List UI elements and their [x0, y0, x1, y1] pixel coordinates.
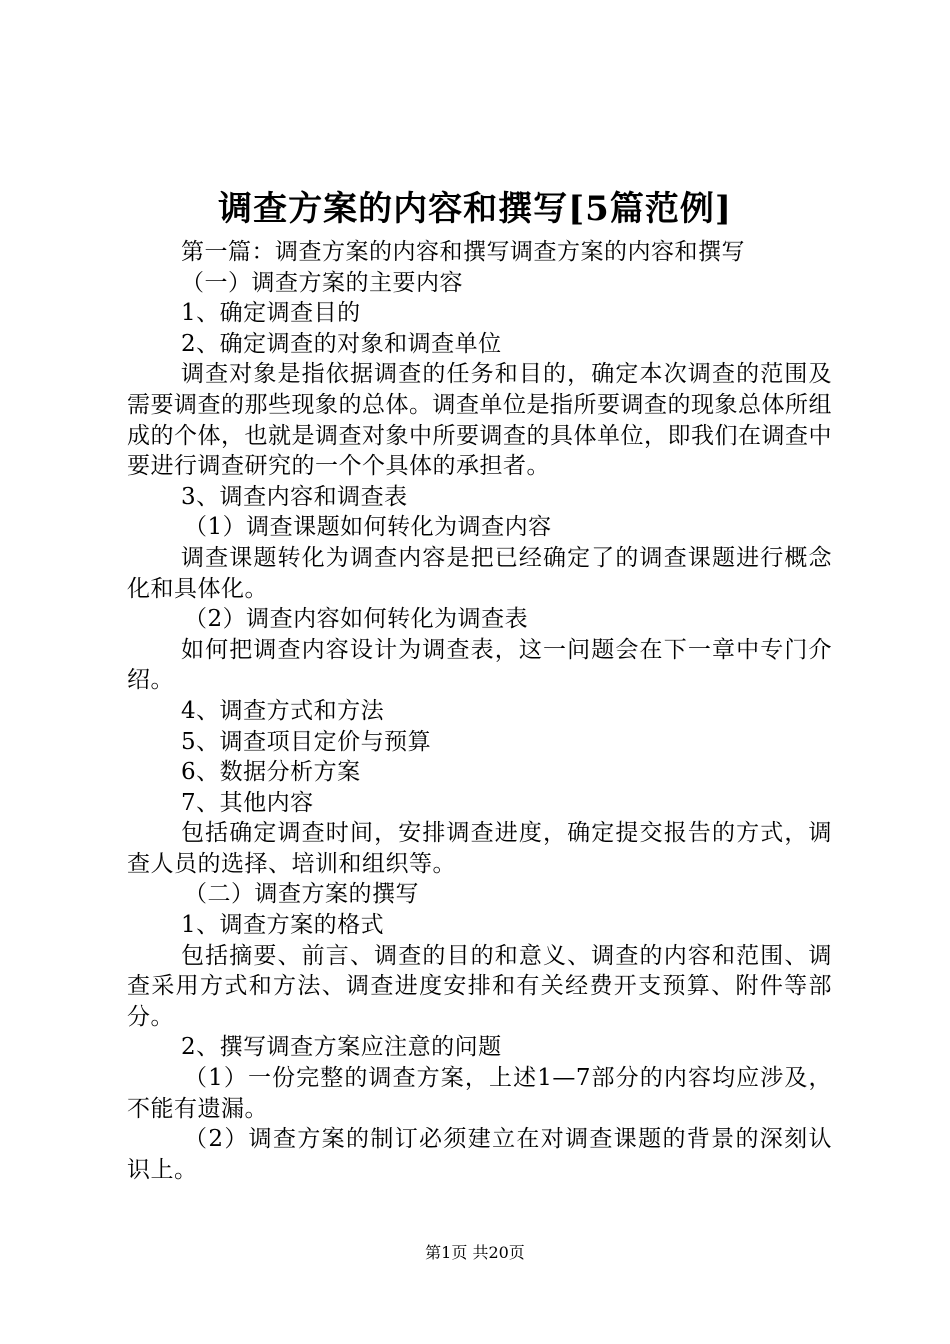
paragraph-table-design: 如何把调查内容设计为调查表，这一问题会在下一章中专门介绍。	[127, 636, 832, 694]
paragraph-item-2: 2、确定调查的对象和调查单位	[181, 330, 502, 357]
paragraph-item-7: 7、其他内容	[181, 789, 314, 816]
paragraph-format-content: 包括摘要、前言、调查的目的和意义、调查的内容和范围、调查采用方式和方法、调查进度安排和有关经费开支预算、附件等部分。	[127, 942, 832, 1030]
paragraph-item-6: 6、数据分析方案	[181, 759, 361, 786]
paragraph-subitem-2: （2）调查内容如何转化为调查表	[184, 606, 529, 633]
paragraph-note-2: （2）调查方案的制订必须建立在对调查课题的背景的深刻认识上。	[127, 1126, 832, 1183]
paragraph-survey-object: 调查对象是指依据调查的任务和目的，确定本次调查的范围及需要调查的那些现象的总体。调查单位是指所要调查的现象总体所组成的个体，也就是调查对象中所要调查的具体单位，即我们在调查中要进行调查研究的一个个具体的承担者。	[127, 361, 832, 480]
paragraph-item-4: 4、调查方式和方法	[181, 697, 385, 724]
paragraph-item-3: 3、调查内容和调查表	[181, 483, 408, 510]
paragraph-item-1: 1、确定调查目的	[181, 300, 361, 327]
paragraph-topic-conversion: 调查课题转化为调查内容是把已经确定了的调查课题进行概念化和具体化。	[127, 544, 832, 602]
paragraph-section-two-heading: （二）调查方案的撰写	[184, 881, 419, 908]
document-title: 调查方案的内容和撰写[5篇范例]	[218, 189, 732, 229]
page-footer: 第1页 共20页	[425, 1243, 525, 1262]
paragraph-note-1: （1）一份完整的调查方案，上述1—7部分的内容均应涉及，不能有遗漏。	[127, 1065, 832, 1122]
paragraph-subitem-1: （1）调查课题如何转化为调查内容	[184, 514, 552, 541]
paragraph-section-one-heading: （一）调查方案的主要内容	[181, 269, 463, 296]
paragraph-item-5: 5、调查项目定价与预算	[181, 728, 432, 755]
paragraph-notes-heading: 2、撰写调查方案应注意的问题	[181, 1034, 502, 1061]
paragraph-part-one-heading: 第一篇：调查方案的内容和撰写调查方案的内容和撰写	[181, 239, 745, 265]
document-body	[127, 237, 832, 1185]
paragraph-format-heading: 1、调查方案的格式	[181, 912, 385, 939]
paragraph-other-content: 包括确定调查时间，安排调查进度，确定提交报告的方式，调查人员的选择、培训和组织等。	[127, 820, 832, 877]
